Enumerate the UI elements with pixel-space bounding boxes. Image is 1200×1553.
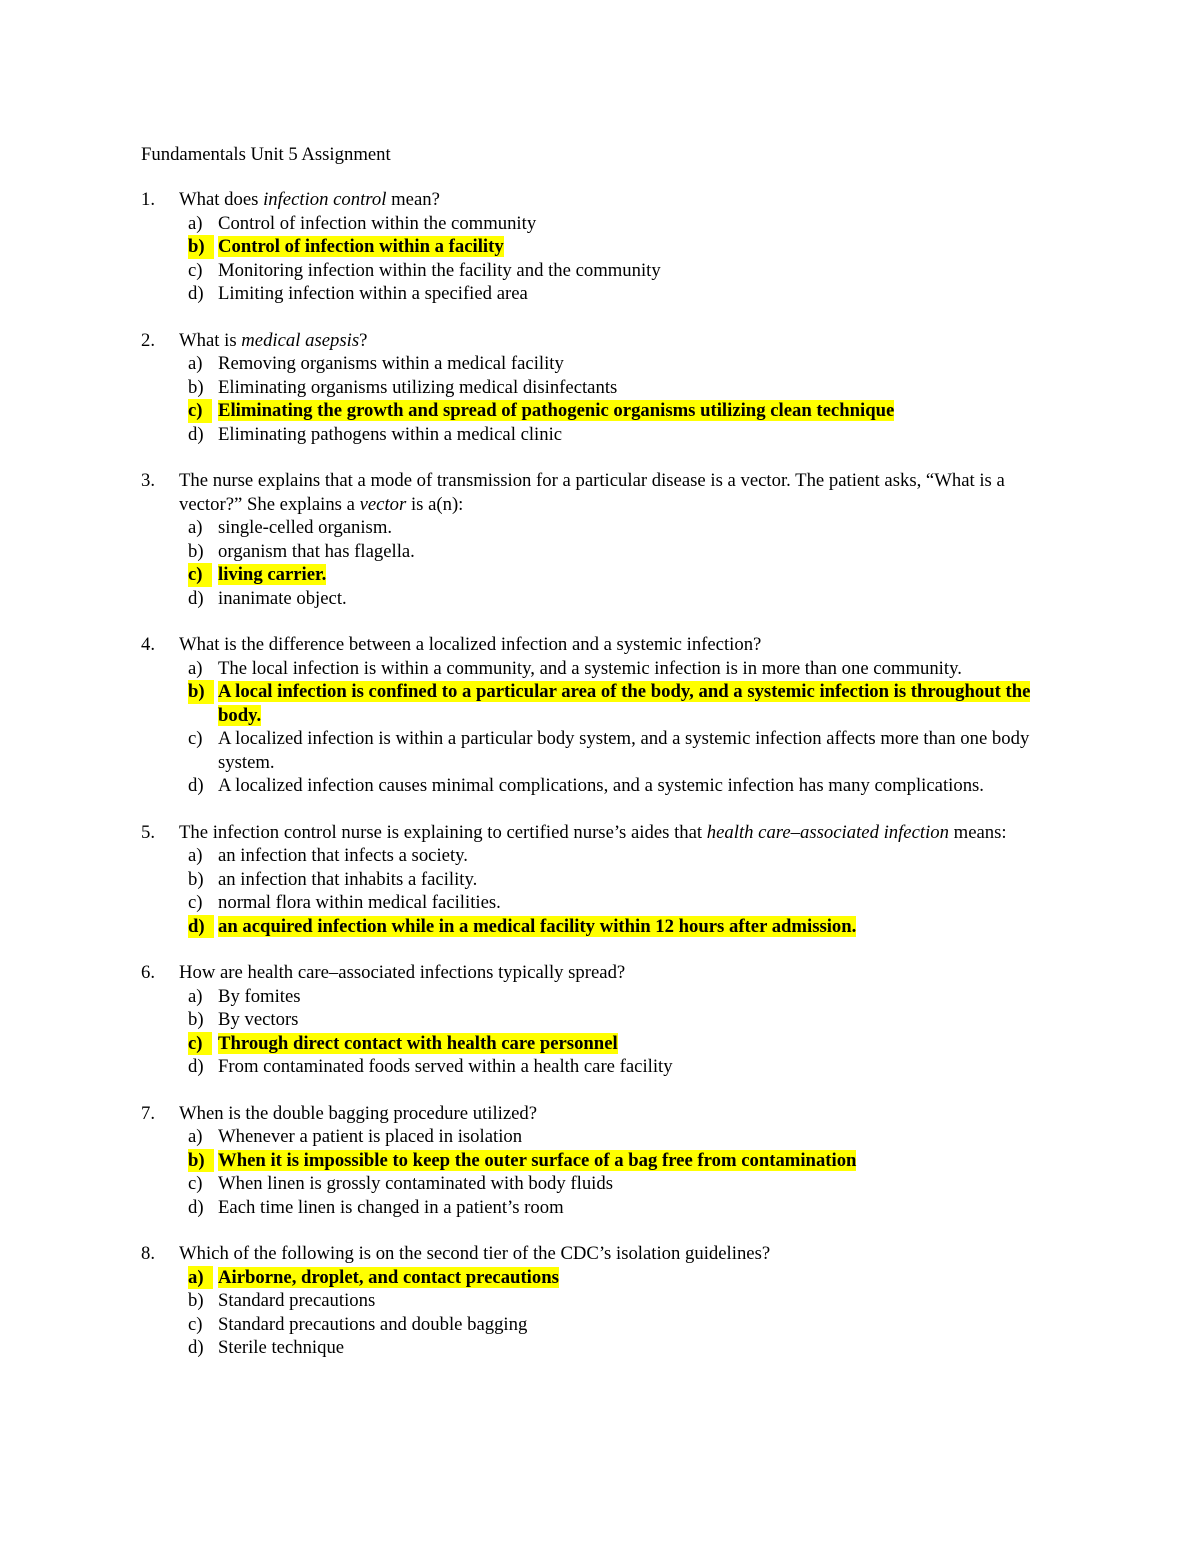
question-list	[141, 188, 1061, 1360]
option-text: Eliminating pathogens within a medical clinic	[218, 423, 563, 445]
answer-option	[179, 352, 1061, 376]
question-5	[141, 821, 1061, 939]
option-letter: d)	[188, 587, 204, 609]
answer-option	[179, 212, 1061, 236]
answer-option	[179, 1055, 1061, 1079]
option-letter: c)	[188, 892, 203, 913]
question-3	[141, 469, 1061, 610]
question-text	[179, 188, 1061, 212]
question-number: 6.	[141, 962, 156, 983]
option-letter: a)	[188, 353, 203, 374]
question-text	[179, 1102, 1061, 1126]
option-letter: c)	[188, 1173, 203, 1194]
question-italic-term: infection control	[263, 189, 387, 210]
answer-options	[179, 844, 1061, 938]
answer-option	[179, 587, 1061, 611]
option-text: Sterile technique	[218, 1337, 345, 1358]
question-text	[179, 633, 1061, 657]
highlighted-answer-text: A local infection is confined to a particular area of the body, and a systemic infection is throughout the body.	[218, 681, 1031, 726]
answer-option	[179, 868, 1061, 892]
option-text: By vectors	[218, 1009, 299, 1030]
option-text: single-celled organism.	[218, 517, 393, 538]
highlighted-answer-text: Control of infection within a facility	[218, 236, 504, 257]
answer-option	[179, 1313, 1061, 1337]
answer-option	[179, 774, 1061, 798]
answer-option-correct	[179, 1149, 1061, 1173]
answer-option	[179, 259, 1061, 283]
option-letter: a)	[188, 517, 203, 538]
option-letter: b)	[188, 540, 204, 562]
answer-options	[179, 1125, 1061, 1219]
question-4	[141, 633, 1061, 798]
option-text: Standard precautions and double bagging	[218, 1313, 528, 1335]
question-text-part: mean?	[386, 189, 440, 210]
option-text: Each time linen is changed in a patient’s room	[218, 1196, 564, 1218]
option-text: By fomites	[218, 985, 301, 1007]
answer-option	[179, 727, 1061, 774]
option-letter: d)	[188, 915, 214, 939]
answer-option	[179, 891, 1061, 915]
option-letter: b)	[188, 868, 204, 890]
question-text-part: The infection control nurse is explaining to certified nurse’s aides that	[179, 821, 707, 843]
option-text: When linen is grossly contaminated with body fluids	[218, 1173, 613, 1194]
option-letter: a)	[188, 845, 203, 866]
option-text: The local infection is within a community, and a systemic infection is in more than one community.	[218, 657, 962, 679]
question-7	[141, 1102, 1061, 1220]
option-text: Limiting infection within a specified area	[218, 283, 528, 304]
option-letter: d)	[188, 423, 204, 445]
question-number: 4.	[141, 634, 156, 655]
option-text: inanimate object.	[218, 587, 347, 609]
option-letter: b)	[188, 1290, 204, 1311]
answer-option-correct	[179, 1266, 1061, 1290]
question-italic-term: health care–associated infection	[706, 821, 949, 843]
answer-option	[179, 1289, 1061, 1313]
answer-options	[179, 985, 1061, 1079]
option-text: Control of infection within the community	[218, 212, 537, 234]
answer-option	[179, 844, 1061, 868]
document-title: Fundamentals Unit 5 Assignment	[141, 144, 391, 165]
answer-option	[179, 423, 1061, 447]
question-text	[179, 821, 1061, 845]
question-1	[141, 188, 1061, 306]
question-text-part: Which of the following is on the second tier of the CDC’s isolation guidelines?	[179, 1243, 771, 1264]
option-letter: a)	[188, 1126, 203, 1147]
option-letter: c)	[188, 259, 203, 281]
option-letter: c)	[188, 1032, 212, 1056]
answer-options	[179, 657, 1061, 798]
answer-option-correct	[179, 680, 1061, 727]
option-text: Standard precautions	[218, 1290, 376, 1311]
question-2	[141, 329, 1061, 447]
answer-options	[179, 1266, 1061, 1360]
question-text	[179, 1242, 1061, 1266]
question-italic-term: medical asepsis	[241, 329, 360, 351]
option-letter: b)	[188, 680, 214, 704]
answer-option	[179, 1125, 1061, 1149]
answer-options	[179, 352, 1061, 446]
question-text-part: What does	[179, 189, 264, 210]
option-letter: b)	[188, 235, 214, 259]
option-text: From contaminated foods served within a health care facility	[218, 1056, 673, 1077]
option-text: an infection that inhabits a facility.	[218, 868, 478, 890]
answer-option	[179, 1008, 1061, 1032]
option-letter: d)	[188, 775, 204, 796]
answer-option	[179, 1172, 1061, 1196]
question-number: 1.	[141, 189, 156, 210]
option-letter: d)	[188, 283, 204, 304]
question-6	[141, 961, 1061, 1079]
answer-option	[179, 516, 1061, 540]
question-text-part: is a(n):	[406, 493, 464, 515]
question-text-part: What is	[179, 329, 242, 351]
question-number: 3.	[141, 470, 156, 491]
option-letter: b)	[188, 1009, 204, 1030]
question-italic-term: vector	[359, 493, 407, 515]
option-letter: c)	[188, 399, 212, 423]
option-letter: a)	[188, 1266, 213, 1290]
question-text-part: ?	[359, 329, 368, 351]
option-text: A localized infection causes minimal complications, and a systemic infection has many complications.	[218, 775, 984, 796]
question-number: 2.	[141, 329, 156, 351]
answer-options	[179, 516, 1061, 610]
question-text-part: When is the double bagging procedure utilized?	[179, 1102, 538, 1124]
answer-option-correct	[179, 915, 1061, 939]
answer-option-correct	[179, 235, 1061, 259]
question-text	[179, 329, 1061, 353]
option-letter: b)	[188, 1149, 214, 1173]
answer-option-correct	[179, 399, 1061, 423]
question-8	[141, 1242, 1061, 1360]
option-text: Whenever a patient is placed in isolation	[218, 1126, 523, 1147]
option-text: A localized infection is within a particular body system, and a systemic infection affects more than one body system.	[218, 728, 1030, 773]
answer-option	[179, 540, 1061, 564]
option-text: Removing organisms within a medical facility	[218, 353, 564, 374]
question-number: 5.	[141, 821, 156, 843]
answer-options	[179, 212, 1061, 306]
answer-option	[179, 1196, 1061, 1220]
option-letter: c)	[188, 1313, 203, 1335]
option-text: normal flora within medical facilities.	[218, 892, 501, 913]
answer-option	[179, 657, 1061, 681]
answer-option	[179, 376, 1061, 400]
highlighted-answer-text: When it is impossible to keep the outer surface of a bag free from contamination	[218, 1149, 857, 1171]
option-letter: d)	[188, 1337, 204, 1358]
answer-option	[179, 282, 1061, 306]
question-number: 7.	[141, 1102, 156, 1124]
option-letter: c)	[188, 728, 203, 749]
option-letter: b)	[188, 376, 204, 398]
question-text-part: means:	[948, 821, 1007, 843]
option-text: Monitoring infection within the facility and the community	[218, 259, 661, 281]
option-letter: d)	[188, 1056, 204, 1077]
question-number: 8.	[141, 1243, 156, 1264]
answer-option	[179, 1336, 1061, 1360]
highlighted-answer-text: living carrier.	[218, 564, 327, 585]
option-letter: a)	[188, 985, 203, 1007]
question-text	[179, 469, 1061, 516]
highlighted-answer-text: Through direct contact with health care personnel	[218, 1032, 618, 1054]
question-text-part: What is the difference between a localized infection and a systemic infection?	[179, 634, 762, 655]
answer-option-correct	[179, 1032, 1061, 1056]
document-page	[141, 143, 1061, 1383]
highlighted-answer-text: an acquired infection while in a medical facility within 12 hours after admission.	[218, 915, 857, 937]
option-letter: a)	[188, 212, 203, 234]
highlighted-answer-text: Airborne, droplet, and contact precautions	[218, 1266, 559, 1288]
question-text-part: The nurse explains that a mode of transmission for a particular disease is a vector. The patient asks, “What is a vector?” She explains a	[179, 470, 1005, 515]
option-letter: a)	[188, 657, 203, 679]
option-text: an infection that infects a society.	[218, 845, 468, 866]
question-text	[179, 961, 1061, 985]
option-text: organism that has flagella.	[218, 540, 415, 562]
answer-option	[179, 985, 1061, 1009]
highlighted-answer-text: Eliminating the growth and spread of pathogenic organisms utilizing clean technique	[218, 400, 895, 421]
question-text-part: How are health care–associated infections typically spread?	[179, 962, 626, 983]
option-text: Eliminating organisms utilizing medical disinfectants	[218, 376, 618, 398]
option-letter: c)	[188, 563, 212, 587]
answer-option-correct	[179, 563, 1061, 587]
option-letter: d)	[188, 1196, 204, 1218]
